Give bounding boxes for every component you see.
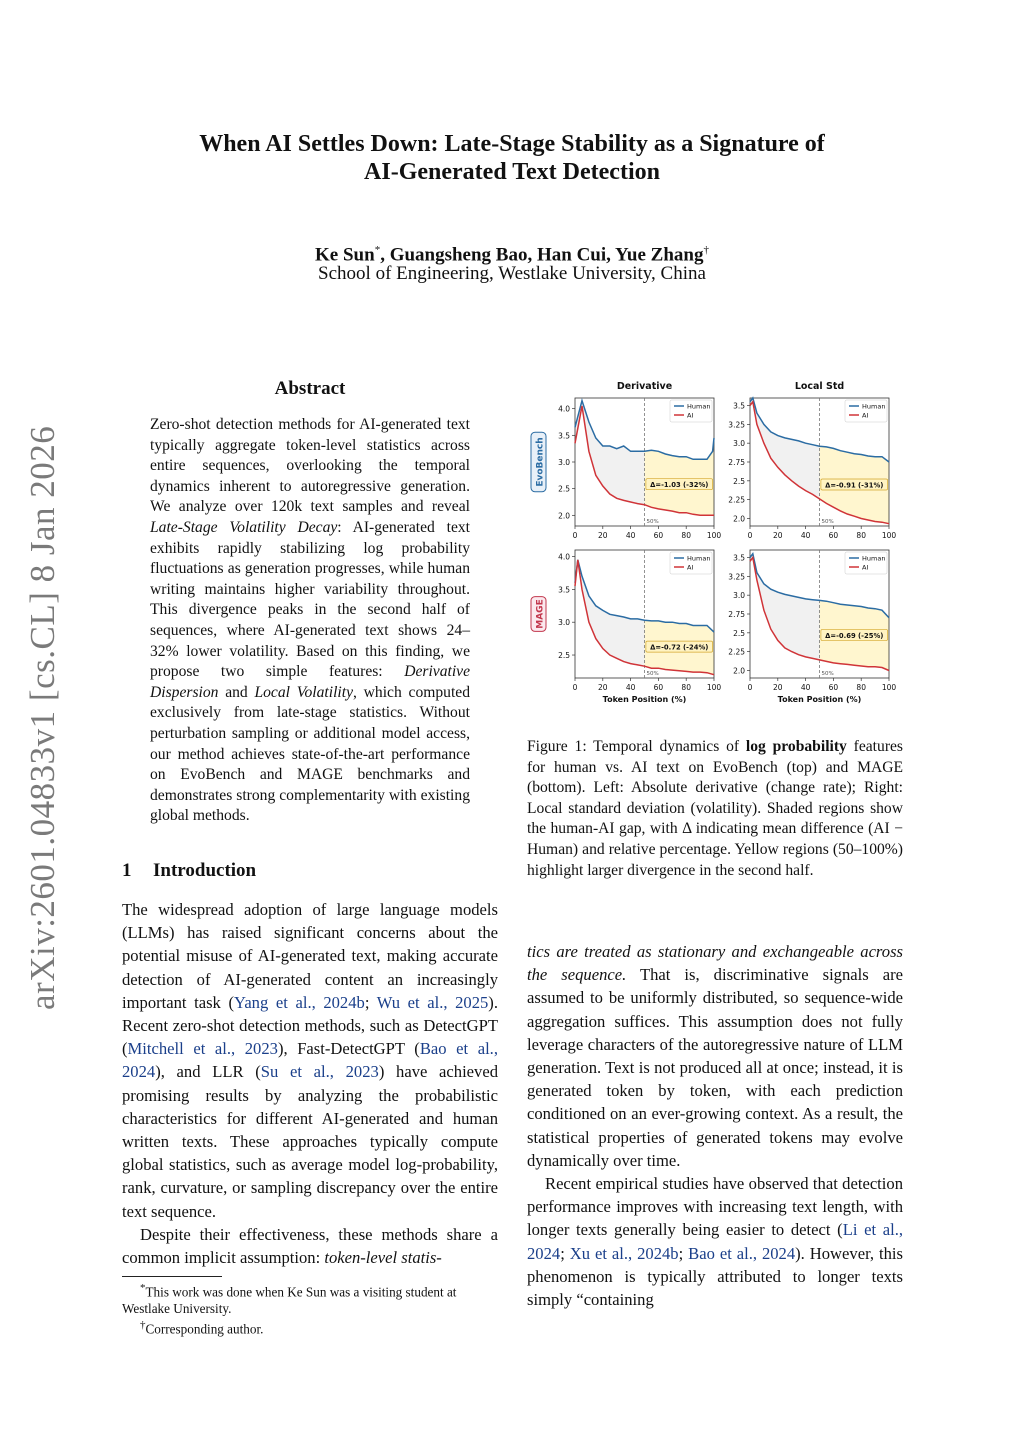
citation-link[interactable]: Su et al., 2023: [260, 1062, 379, 1082]
x-tick-label: 40: [625, 683, 636, 692]
figure-caption: [527, 737, 903, 881]
x-tick-label: 100: [706, 531, 722, 540]
y-tick-label: 2.0: [733, 514, 745, 524]
y-tick-label: 4.0: [558, 552, 570, 562]
y-tick-label: 2.5: [733, 628, 745, 638]
y-tick-label: 2.0: [558, 511, 570, 521]
author-4-mark: †: [703, 244, 709, 256]
caption-text: Figure 1: Temporal dynamics of: [527, 738, 746, 755]
x-tick-label: 100: [881, 683, 897, 692]
legend-label: Human: [862, 402, 886, 411]
x-tick-label: 100: [706, 683, 722, 692]
text-run: Despite their effectiveness, these methods share a common implicit assumption:: [122, 1224, 498, 1268]
authors-rest: , Guangsheng Bao, Han Cui, Yue Zhang: [380, 244, 704, 266]
x-tick-label: 40: [800, 683, 811, 692]
y-tick-label: 2.5: [733, 476, 745, 486]
y-tick-label: 2.5: [558, 651, 570, 661]
title-line-1: When AI Settles Down: Late-Stage Stability as a Signature of: [199, 131, 825, 157]
y-tick-label: 3.5: [733, 401, 745, 411]
footnote-mark: †: [140, 1319, 146, 1332]
x-tick-label: 80: [681, 683, 691, 692]
x-tick-label: 20: [598, 531, 608, 540]
x-tick-label: 80: [856, 531, 866, 540]
x-tick-label: 20: [773, 683, 783, 692]
section-heading-introduction: [122, 860, 256, 882]
x-tick-label: 0: [572, 531, 578, 540]
x-tick-label: 60: [653, 683, 664, 692]
abstract-emphasis: Late-Stage Volatility Decay: [150, 518, 338, 536]
citation-link[interactable]: Mitchell et al., 2023: [127, 1039, 278, 1059]
row-label: EvoBench: [535, 437, 546, 487]
text-run: ;: [678, 1243, 689, 1263]
x-tick-label: 0: [747, 683, 753, 692]
legend-label: AI: [862, 411, 869, 420]
text-run: That is, discriminative signals are assumed to be uniformly distributed, so sequence-wide aggregation suffices. This assumption does not fully leverage characters of the autoregressive nature of LLM generation. Text is not produced all at once; instead, it is generated token by token, with each prediction conditioned on an ever-growing context. As a result, the statistical properties of generated tokens may evolve dynamically over time.: [527, 965, 903, 1170]
citation-link[interactable]: Xu et al., 2024b: [569, 1243, 679, 1263]
abstract-part: : AI-generated text exhibits rapidly stabilizing log probability fluctuations as generation progresses, while human writing maintains higher variability throughout. This divergence peaks in the second half of sequences, where AI-generated text shows 24–32% lower volatility. Based on this finding, we propose two simple features:: [150, 518, 470, 681]
abstract-heading: Abstract: [274, 378, 346, 399]
intro-right-column: [527, 940, 903, 1311]
paper-title: [130, 130, 894, 186]
title-line-2: AI-Generated Text Detection: [364, 159, 660, 185]
x-tick-label: 20: [598, 683, 608, 692]
y-tick-label: 2.75: [728, 458, 745, 467]
y-tick-label: 3.0: [558, 458, 570, 467]
legend-label: Human: [862, 554, 886, 563]
section-title: Introduction: [153, 860, 257, 881]
x-axis-label: Token Position (%): [602, 695, 687, 704]
x-tick-label: 60: [653, 531, 664, 540]
arxiv-stamp: arXiv:2601.04833v1 [cs.CL] 8 Jan 2026: [23, 425, 62, 1010]
text-run: ). However, this phenomenon is typically attributed to longer texts simply “containing: [527, 1243, 903, 1310]
intro-paragraph-3: [527, 940, 903, 1172]
x-tick-label: 80: [681, 531, 691, 540]
text-run: Recent empirical studies have observed that detection performance improves with increasing text length, with longer texts generally being easier to detect (: [527, 1174, 903, 1240]
abstract-part: Zero-shot detection methods for AI-generated text typically aggregate token-level statistics across entire sequences, overlooking the temporal dynamics inherent to autoregressive generation. We analyze over 120k text samples and reveal: [150, 416, 470, 516]
x-tick-label: 100: [881, 531, 897, 540]
text-run: ;: [560, 1243, 570, 1263]
y-tick-label: 2.0: [733, 666, 745, 676]
panel-title: Derivative: [616, 381, 673, 392]
y-tick-label: 3.0: [733, 439, 745, 449]
delta-annotation: Δ=-1.03 (-32%): [650, 481, 709, 490]
abstract-emphasis: Derivative Dispersion: [150, 663, 470, 701]
legend-label: AI: [687, 411, 694, 420]
footnote-rule: [122, 1276, 222, 1277]
intro-paragraph-1: [122, 898, 498, 1223]
midpoint-label: 50%: [646, 519, 659, 525]
abstract-emphasis: Local Volatility: [254, 683, 354, 701]
author-1-mark: *: [374, 244, 381, 256]
y-tick-label: 3.25: [728, 572, 745, 582]
abstract-part: and: [218, 683, 255, 701]
midpoint-label: 50%: [646, 671, 659, 677]
delta-annotation: Δ=-0.69 (-25%): [825, 631, 884, 640]
figure-1-chart: [522, 376, 908, 712]
y-tick-label: 2.25: [728, 647, 745, 657]
legend-label: Human: [687, 554, 711, 563]
intro-paragraph-4: [527, 1172, 903, 1311]
footnote-text: Corresponding author.: [145, 1321, 264, 1337]
y-tick-label: 3.25: [728, 420, 745, 430]
text-run: ). Recent zero-shot detection methods, such as DetectGPT (: [122, 992, 498, 1059]
delta-annotation: Δ=-0.72 (-24%): [650, 643, 709, 652]
panel-title: Local Std: [794, 381, 845, 392]
text-emphasis: tics are treated as stationary and exchangeable across the sequence.: [527, 942, 903, 985]
footnote-2: [122, 1317, 498, 1337]
citation-link[interactable]: Wu et al., 2025: [376, 992, 489, 1012]
y-tick-label: 3.0: [733, 591, 745, 601]
y-tick-label: 3.5: [558, 585, 570, 595]
legend-label: Human: [687, 402, 711, 411]
y-tick-label: 2.5: [558, 484, 570, 494]
caption-bold: log probability: [745, 738, 847, 755]
second-half-highlight: [645, 438, 715, 515]
text-run: ;: [364, 992, 377, 1012]
midpoint-label: 50%: [821, 671, 834, 677]
y-tick-label: 4.0: [558, 404, 570, 414]
section-number: 1: [122, 860, 132, 881]
y-tick-label: 2.75: [728, 610, 745, 619]
x-tick-label: 20: [773, 531, 783, 540]
x-tick-label: 40: [800, 531, 811, 540]
citation-link[interactable]: Li et al., 2024: [527, 1220, 903, 1263]
footnotes: [122, 1280, 498, 1338]
author-1: Ke Sun: [315, 244, 375, 266]
text-emphasis: token-level statis-: [324, 1248, 442, 1268]
x-axis-label: Token Position (%): [777, 695, 862, 704]
intro-paragraph-2: [122, 1223, 498, 1269]
x-tick-label: 60: [828, 683, 839, 692]
midpoint-label: 50%: [821, 519, 834, 525]
x-tick-label: 0: [747, 531, 753, 540]
legend-label: AI: [687, 563, 694, 572]
text-run: ) have achieved promising results by analyzing the probabilistic characteristics for different AI-generated and human written texts. These approaches typically compute global statistics, such as average model log-probability, rank, curvature, or sampling discrepancy over the entire text sequence.: [122, 1062, 499, 1221]
citation-link[interactable]: Bao et al., 2024: [688, 1243, 796, 1263]
citation-link[interactable]: Yang et al., 2024b: [234, 992, 365, 1012]
y-tick-label: 3.5: [558, 431, 570, 441]
affiliation: School of Engineering, Westlake University, China: [318, 263, 706, 284]
citation-link[interactable]: Bao et al., 2024: [122, 1039, 498, 1082]
x-tick-label: 60: [828, 531, 839, 540]
text-run: ), Fast-DetectGPT (: [277, 1039, 420, 1059]
y-tick-label: 3.5: [733, 553, 745, 563]
row-label: MAGE: [535, 599, 546, 629]
y-tick-label: 3.0: [558, 618, 570, 628]
y-tick-label: 2.25: [728, 495, 745, 505]
x-tick-label: 40: [625, 531, 636, 540]
legend-label: AI: [862, 563, 869, 572]
delta-annotation: Δ=-0.91 (-31%): [825, 481, 884, 490]
footnote-text: This work was done when Ke Sun was a visiting student at Westlake University.: [122, 1284, 457, 1317]
text-run: ), and LLR (: [155, 1062, 261, 1082]
x-tick-label: 80: [856, 683, 866, 692]
x-tick-label: 0: [572, 683, 578, 692]
text-run: The widespread adoption of large language models (LLMs) has raised significant concerns about the potential misuse of AI-generated text, making accurate detection of AI-generated content an increasingly important task (: [122, 900, 498, 1012]
caption-text: features for human vs. AI text on EvoBench (top) and MAGE (bottom). Left: Absolute derivative (change rate); Right: Local standard deviation (volatility). Shaded regions show the human-AI gap, with Δ indicating mean difference (AI − Human) and relative percentage. Yellow regions (50–100%) highlight larger divergence in the second half.: [527, 738, 903, 879]
intro-left-column: [122, 898, 498, 1269]
footnote-1: [122, 1280, 498, 1317]
abstract-part: , which computed exclusively from late-stage statistics. Without perturbation sampling or additional model access, our method achieves state-of-the-art performance on EvoBench and MAGE benchmarks and demonstrates strong complementarity with existing global methods.: [150, 683, 471, 825]
footnote-mark: *: [140, 1282, 146, 1294]
abstract-text: [150, 415, 470, 827]
